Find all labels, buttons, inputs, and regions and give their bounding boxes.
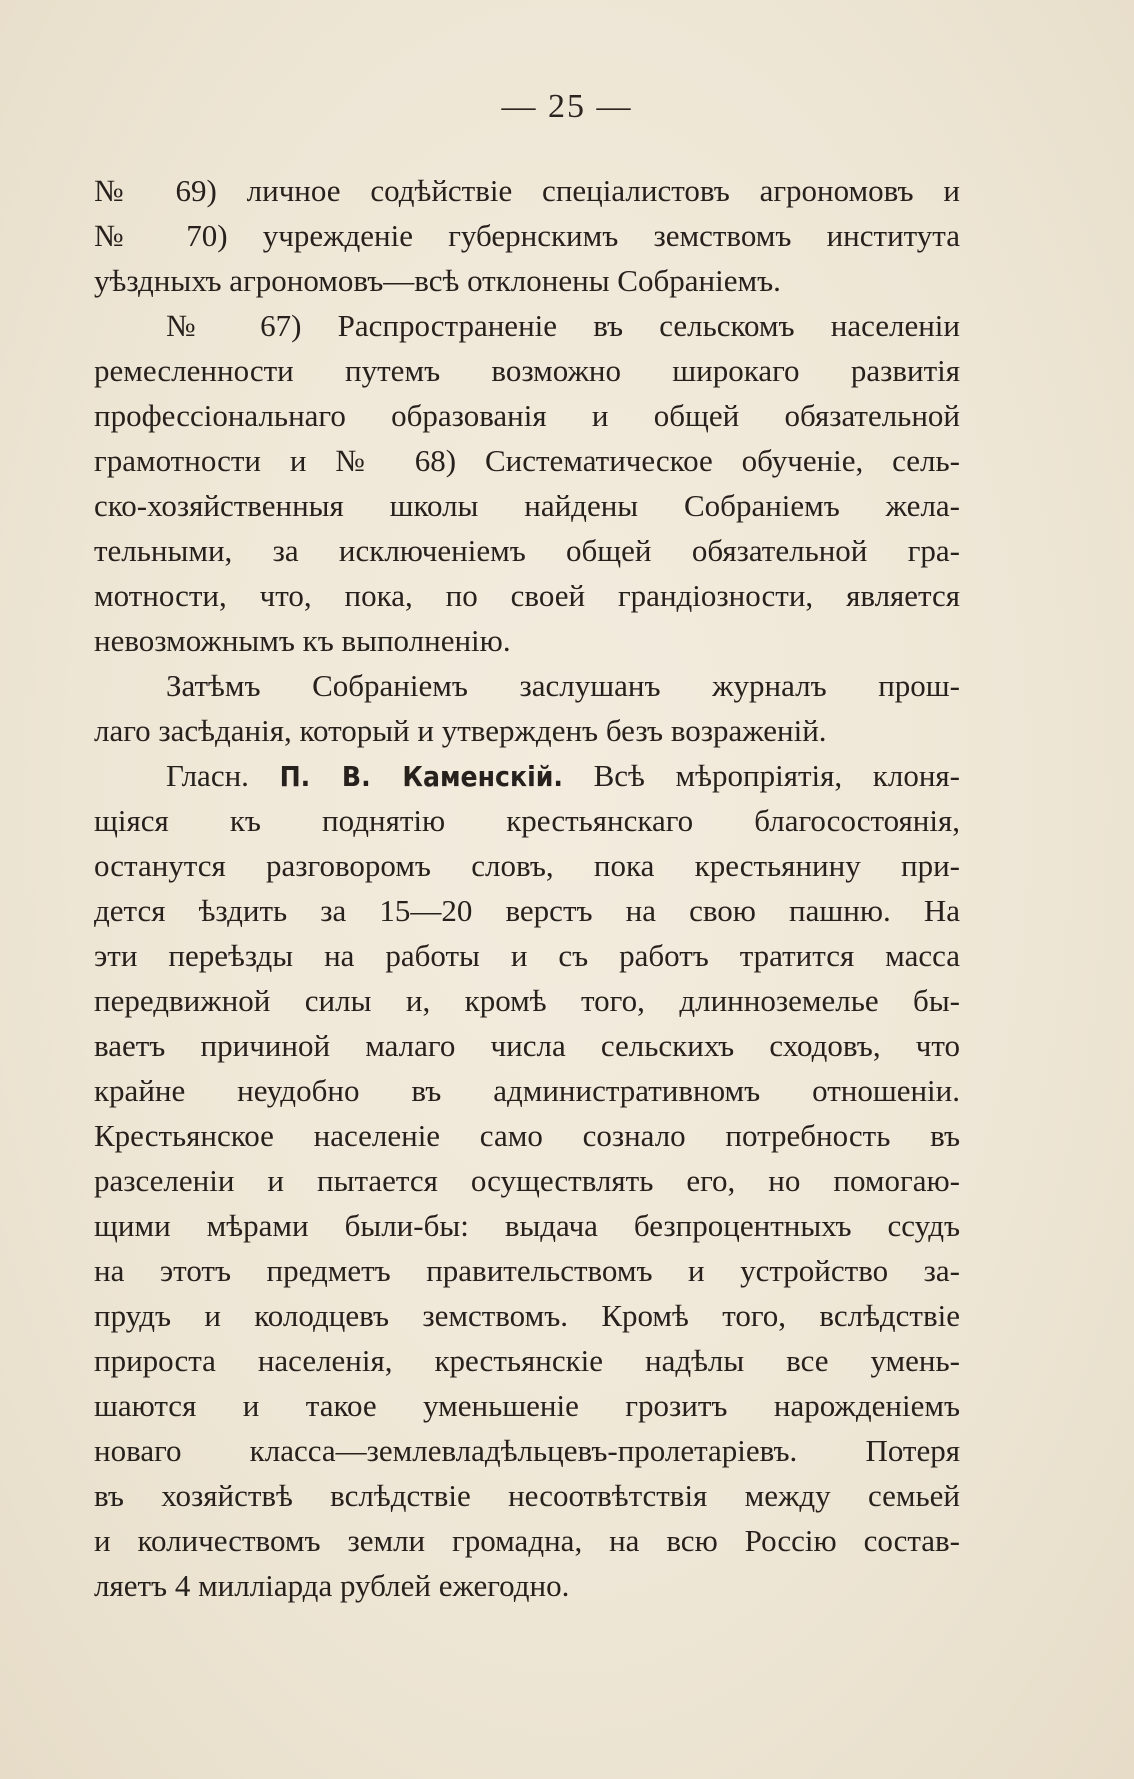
text-line	[94, 753, 960, 798]
text-line: ваетъ причиной малаго числа сельскихъ сходовъ, что	[94, 1028, 960, 1063]
text-line: эти переѣзды на работы и съ работъ тратится масса	[94, 938, 960, 973]
text-line: профессіональнаго образованія и общей обязательной	[94, 398, 960, 433]
text-line: ско-хозяйственныя школы найдены Собраніемъ жела-	[94, 488, 960, 523]
text-line: грамотности и № 68) Систематическое обученіе, сель-	[94, 443, 960, 478]
text-line: тельными, за исключеніемъ общей обязательной гра-	[94, 533, 960, 568]
text-line: уѣздныхъ агрономовъ—всѣ отклонены Собраніемъ.	[94, 263, 781, 298]
text-line: останутся разговоромъ словъ, пока крестьянину при-	[94, 848, 960, 883]
text-line: Затѣмъ Собраніемъ заслушанъ журналъ прош-	[166, 668, 960, 703]
text-line: прироста населенія, крестьянскіе надѣлы все умень-	[94, 1343, 960, 1378]
text-line: мотности, что, пока, по своей грандіозности, является	[94, 578, 960, 613]
text-line: № 70) учрежденіе губернскимъ земствомъ института	[94, 218, 960, 253]
text-line: дется ѣздить за 15—20 верстъ на свою пашню. На	[94, 893, 960, 928]
page-number: — 25 —	[501, 88, 633, 125]
text-line: новаго класса—землевладѣльцевъ-пролетаріевъ. Потеря	[94, 1433, 960, 1468]
text-line: щіяся къ поднятію крестьянскаго благосостоянія,	[94, 803, 960, 838]
text-line: ремесленности путемъ возможно широкаго развитія	[94, 353, 960, 388]
text-line: ляетъ 4 милліарда рублей ежегодно.	[94, 1568, 570, 1603]
speaker-prefix: Гласн.	[166, 758, 280, 793]
body-text	[94, 168, 960, 1608]
text-line: № 67) Распространеніе въ сельскомъ населеніи	[166, 308, 960, 343]
speaker-text: Всѣ мѣропріятія, клоня-	[562, 758, 960, 793]
text-line: шаются и такое уменьшеніе грозитъ нарожденіемъ	[94, 1388, 960, 1423]
text-line: разселеніи и пытается осуществлять его, но помогаю-	[94, 1163, 960, 1198]
text-line: лаго засѣданія, который и утвержденъ безъ возраженій.	[94, 713, 827, 748]
text-line: № 69) личное содѣйствіе спеціалистовъ агрономовъ и	[94, 173, 960, 208]
text-line: на этотъ предметъ правительствомъ и устройство за-	[94, 1253, 960, 1288]
text-line: крайне неудобно въ административномъ отношеніи.	[94, 1073, 960, 1108]
text-line: щими мѣрами были-бы: выдача безпроцентныхъ ссудъ	[94, 1208, 960, 1243]
text-line: прудъ и колодцевъ земствомъ. Кромѣ того, вслѣдствіе	[94, 1298, 960, 1333]
text-line: Крестьянское населеніе само сознало потребность въ	[94, 1118, 960, 1153]
text-line: и количествомъ земли громадна, на всю Россію состав-	[94, 1523, 960, 1558]
speaker-name: П. В. Каменскій.	[279, 760, 563, 793]
text-line: невозможнымъ къ выполненію.	[94, 623, 511, 658]
text-line: передвижной силы и, кромѣ того, длинноземелье бы-	[94, 983, 960, 1018]
text-line: въ хозяйствѣ вслѣдствіе несоотвѣтствія между семьей	[94, 1478, 960, 1513]
